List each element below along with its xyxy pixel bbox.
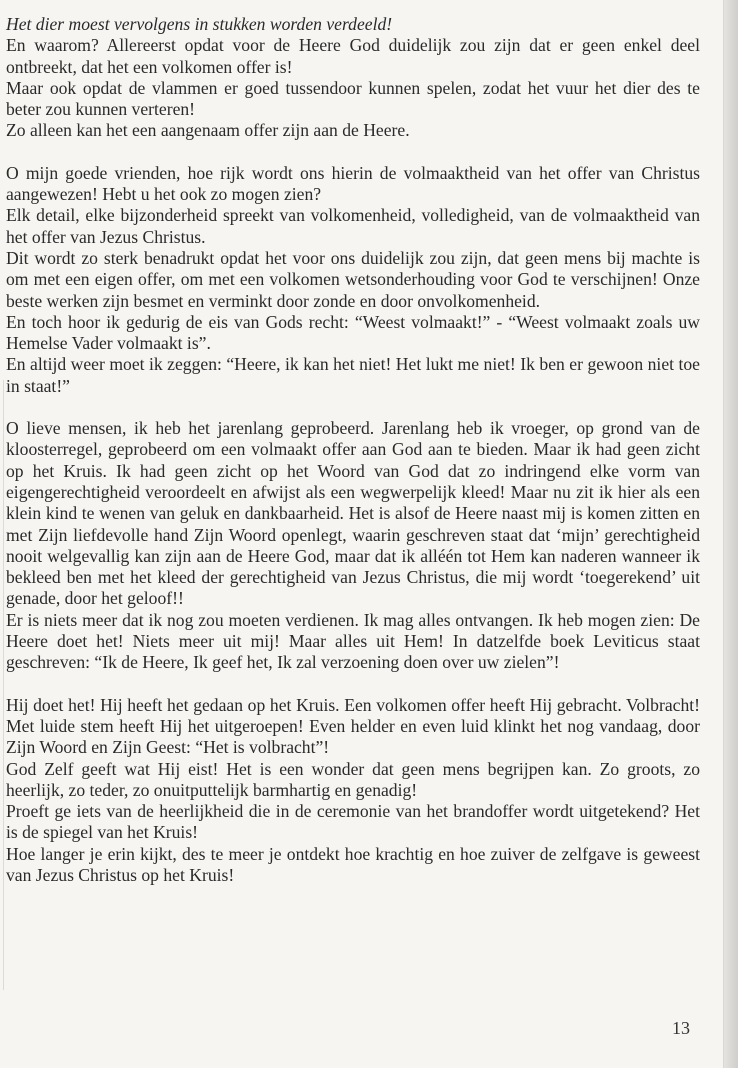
paragraph-11: Er is niets meer dat ik nog zou moeten verdienen. Ik mag alles ontvangen. Ik heb mogen zien: De Heere doet het! Niets meer uit mij! Maar alles uit Hem! In datzelfde boek Leviticus staat geschreven: “Ik de Heere, Ik geef het, Ik zal verzoening doen over uw zielen”! <box>6 609 700 673</box>
paragraph-8: En toch hoor ik gedurig de eis van Gods recht: “Weest volmaakt!” - “Weest volmaakt zoals uw Hemelse Vader volmaakt is”. <box>6 311 700 354</box>
gutter-line <box>3 380 4 990</box>
page-number: 13 <box>672 1018 690 1038</box>
paragraph-7: Dit wordt zo sterk benadrukt opdat het voor ons duidelijk zou zijn, dat geen mens bij machte is om met een eigen offer, om met een volkomen wetsonderhouding voor God te verschijnen! Onze beste werken zijn besmet en verminkt door zonde en door onvolkomenheid. <box>6 247 700 311</box>
paragraph-13: God Zelf geeft wat Hij eist! Het is een wonder dat geen mens begrijpen kan. Zo groots, zo heerlijk, zo teder, zo onuitputtelijk barmhartig en genadig! <box>6 758 700 800</box>
paragraph-3: Maar ook opdat de vlammen er goed tussendoor kunnen spelen, zodat het vuur het dier des te beter zou kunnen verteren! <box>6 77 700 120</box>
paragraph-1: Het dier moest vervolgens in stukken worden verdeeld! <box>6 14 393 34</box>
page-edge <box>724 0 738 1068</box>
body-text <box>6 14 700 886</box>
paragraph-15: Hoe langer je erin kijkt, des te meer je ontdekt hoe krachtig en hoe zuiver de zelfgave is geweest van Jezus Christus op het Kruis! <box>6 843 700 885</box>
paragraph-2: En waarom? Allereerst opdat voor de Heere God duidelijk zou zijn dat er geen enkel deel ontbreekt, dat het een volkomen offer is! <box>6 35 700 77</box>
paragraph-14: Proeft ge iets van de heerlijkheid die in de ceremonie van het brandoffer wordt uitgetekend? Het is de spiegel van het Kruis! <box>6 801 700 843</box>
paragraph-10: O lieve mensen, ik heb het jarenlang geprobeerd. Jarenlang heb ik vroeger, op grond van de kloosterregel, geprobeerd om een volmaakt offer aan God aan te bieden. Maar ik had geen zicht op het Kruis. Ik had geen zicht op het Woord van God dat zo indringend elke vorm van eigengerechtigheid veroordeelt en afwijst als een wegwerpelijk kleed! Maar nu zit ik hier als een klein kind te wenen van geluk en dankbaarheid. Het is alsof de Heere naast mij is komen zitten en met Zijn liefdevolle hand Zijn Woord openlegt, waarin geschreven staat dat ‘mijn’ gerechtigheid nooit welgevallig kan zijn aan de Heere God, maar dat ik alléén tot Hem kan naderen wanneer ik bekleed ben met het kleed der gerechtigheid van Jezus Christus, die mij wordt ‘toegerekend’ uit genade, door het geloof!! <box>6 418 700 609</box>
paragraph-9: En altijd weer moet ik zeggen: “Heere, ik kan het niet! Het lukt me niet! Ik ben er gewoon niet toe in staat!” <box>6 354 700 396</box>
paragraph-4: Zo alleen kan het een aangenaam offer zijn aan de Heere. <box>6 120 410 141</box>
paragraph-5: O mijn goede vrienden, hoe rijk wordt ons hierin de volmaaktheid van het offer van Christus aangewezen! Hebt u het ook zo mogen zien? <box>6 162 700 205</box>
paragraph-12: Hij doet het! Hij heeft het gedaan op het Kruis. Een volkomen offer heeft Hij gebracht. Volbracht! Met luide stem heeft Hij het uitgeroepen! Even helder en even luid klinkt het nog vandaag, door Zijn Woord en Zijn Geest: “Het is volbracht”! <box>6 694 700 758</box>
paragraph-6: Elk detail, elke bijzonderheid spreekt van volkomenheid, volledigheid, van de volmaaktheid van het offer van Jezus Christus. <box>6 205 700 247</box>
